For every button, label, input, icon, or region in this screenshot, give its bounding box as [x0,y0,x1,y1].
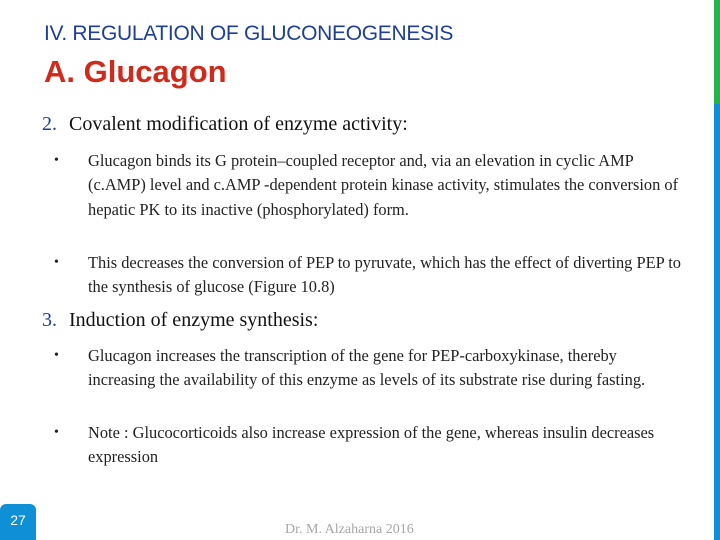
bullet-icon: • [54,425,59,440]
section-kicker: IV. REGULATION OF GLUCONEOGENESIS [44,22,454,45]
page-number: 27 [10,512,26,528]
bullet-item [54,421,688,470]
footer-credit: Dr. M. Alzaharna 2016 [285,522,414,537]
page-number-badge [0,504,36,540]
section-heading-enzyme-induction [42,309,318,332]
bullet-item [54,149,688,222]
accent-bar-blue [714,104,720,540]
bullet-item [54,344,688,393]
bullet-icon: • [54,255,59,270]
accent-bar-green [714,0,720,104]
bullet-item [54,251,688,300]
bullet-text: This decreases the conversion of PEP to pyruvate, which has the effect of diverting PEP to the synthesis of glucose (Figure 10.8) [88,253,681,297]
section-heading-text: Covalent modification of enzyme activity: [69,113,408,135]
bullet-text: Note : Glucocorticoids also increase expression of the gene, whereas insulin decreases expression [88,423,655,467]
section-heading-text: Induction of enzyme synthesis: [69,309,319,331]
bullet-text: Glucagon binds its G protein–coupled receptor and, via an elevation in cyclic AMP (c.AMP) level and c.AMP -dependent protein kinase activity, stimulates the conversion of hepatic PK to its inactive (phosphorylated) form. [88,151,679,219]
bullet-icon: • [54,348,59,363]
section-number: 2. [42,113,57,135]
bullet-icon: • [54,153,59,168]
section-heading-covalent-modification [42,113,408,136]
bullet-text: Glucagon increases the transcription of the gene for PEP-carboxykinase, thereby increasing the availability of this enzyme as levels of its substrate rise during fasting. [88,346,646,390]
section-number: 3. [42,309,57,331]
slide-title: A. Glucagon [44,54,227,89]
